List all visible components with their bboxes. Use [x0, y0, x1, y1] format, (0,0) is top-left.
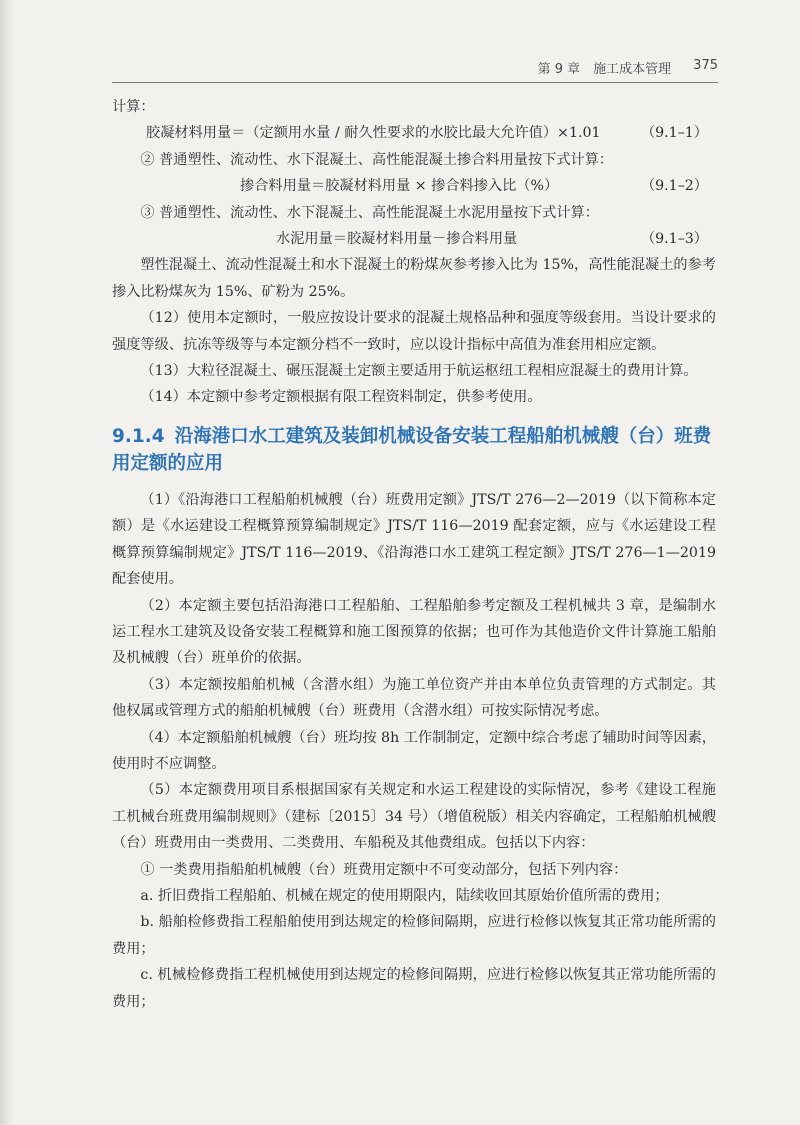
paragraph: （4）本定额船舶机械艘（台）班均按 8h 工作制制定，定额中综合考虑了辅助时间等因素，使用时不应调整。 [112, 729, 716, 772]
paragraph: ③ 普通塑性、流动性、水下混凝土、高性能混凝土水泥用量按下式计算： [140, 204, 599, 221]
equation-number: （9.1–3） [640, 231, 708, 248]
paragraph: （3）本定额按船舶机械（含潜水组）为施工单位资产并由本单位负责管理的方式制定。其他权属或管理方式的船舶机械艘（台）班费用（含潜水组）可按实际情况考虑。 [112, 676, 716, 720]
page-number: 375 [693, 58, 718, 73]
section-number: 9.1.4 [112, 425, 165, 447]
paragraph: ② 普通塑性、流动性、水下混凝土、高性能混凝土掺合料用量按下式计算： [140, 151, 614, 168]
formula-text: 水泥用量＝胶凝材料用量－掺合料用量 [276, 231, 518, 248]
formula-9-1-2 [112, 173, 716, 199]
chapter-title: 第 9 章 施工成本管理 [537, 62, 672, 77]
paragraph: 塑性混凝土、流动性混凝土和水下混凝土的粉煤灰参考掺入比为 15%，高性能混凝土的参考掺入比粉煤灰为 15%、矿粉为 25%。 [112, 257, 716, 300]
paragraph: （14）本定额中参考定额根据有限工程资料制定，供参考使用。 [140, 389, 542, 406]
list-item: b. 船舶检修费指工程船舶使用到达规定的检修间隔期，应进行检修以恢复其正常功能所需的费用； [112, 914, 716, 957]
formula-9-1-3 [112, 226, 716, 252]
equation-number: （9.1–1） [640, 125, 708, 142]
paragraph: （2）本定额主要包括沿海港口工程船舶、工程船舶参考定额及工程机械共 3 章，是编制水运工程水工建筑及设备安装工程概算和施工图预算的依据；也可作为其他造价文件计算施工船舶及机械艘（台）班单价的依据。 [112, 597, 716, 667]
section-title: 沿海港口水工建筑及装卸机械设备安装工程船舶机械艘（台）班费用定额的应用 [112, 425, 712, 474]
list-item: c. 机械检修费指工程机械使用到达规定的检修间隔期，应进行检修以恢复其正常功能所需的费用； [112, 967, 716, 1010]
page-body [112, 94, 716, 1015]
page-spine-shadow [0, 0, 14, 1125]
paragraph: （12）使用本定额时，一般应按设计要求的混凝土规格品种和强度等级套用。当设计要求的强度等级、抗冻等级等与本定额分档不一致时，应以设计指标中高值为准套用相应定额。 [112, 310, 716, 353]
running-header [112, 58, 718, 83]
formula-text: 胶凝材料用量＝（定额用水量 / 耐久性要求的水胶比最大允许值）×1.01 [146, 125, 601, 142]
list-item: a. 折旧费指工程船舶、机械在规定的使用期限内，陆续收回其原始价值所需的费用； [140, 887, 669, 904]
paragraph: （1）《沿海港口工程船舶机械艘（台）班费用定额》JTS/T 276—2—2019（以下简称本定额）是《水运建设工程概算预算编制规定》JTS/T 116—2019 配套定额，应与《水运建设工程概算预算编制规定》JTS/T 116—2019、《沿海港口水工建筑工程定额》JTS/T 276—1—2019 配套使用。 [112, 491, 716, 588]
section-heading [112, 423, 716, 477]
equation-number: （9.1–2） [640, 178, 708, 195]
paragraph: 计算： [112, 99, 155, 115]
formula-9-1-1 [112, 120, 716, 146]
list-item: ① 一类费用指船舶机械艘（台）班费用定额中不可变动部分，包括下列内容： [140, 861, 628, 878]
paragraph: （13）大粒径混凝土、碾压混凝土定额主要适用于航运枢纽工程相应混凝土的费用计算。 [140, 363, 698, 380]
formula-text: 掺合料用量＝胶凝材料用量 × 掺合料掺入比（%） [240, 178, 559, 195]
paragraph: （5）本定额费用项目系根据国家有关规定和水运工程建设的实际情况，参考《建设工程施工机械台班费用编制规则》（建标〔2015〕34 号）（增值税版）相关内容确定，工程船舶机械艘（台）班费用由一类费用、二类费用、车船税及其他费组成。包括以下内容： [112, 782, 716, 852]
